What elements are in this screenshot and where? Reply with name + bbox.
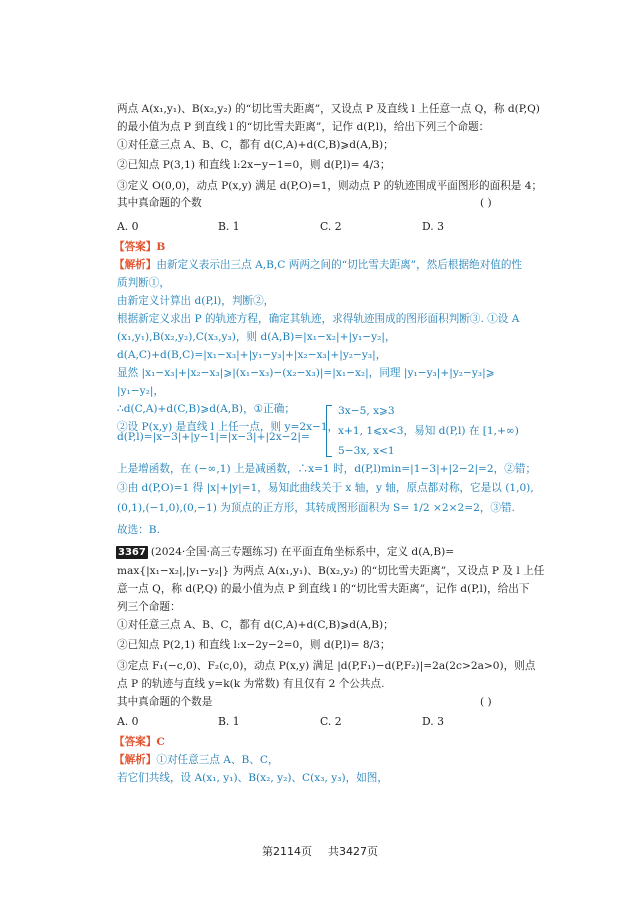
q1-answer-value: B [156, 241, 166, 253]
q2-line-2: max{|x₁−x₂|,|y₁−y₂|} 为两点 A(x₁,y₁)、B(x₂,y₂) 的“切比雪夫距离”，又设点 P 及 l 上任 [117, 565, 545, 577]
q2-line-1: 3367 (2024·全国·高三专题练习) 在平面直角坐标系中，定义 d(A,B)= [118, 546, 455, 558]
q1-analysis2-line-1: 上是增函数，在 (−∞,1) 上是减函数，∴x=1 时，d(P,l)min=|1−3|+|2−2|=2，②错； [117, 463, 537, 475]
q1-analysis2-line-4: 故选：B. [117, 524, 160, 536]
question-number-badge: 3367 [118, 547, 146, 558]
q1-choice-c: C. 2 [320, 220, 342, 233]
q1-analysis-line-9: ∴d(C,A)+d(C,B)⩾d(A,B)，①正确； [117, 403, 295, 415]
q2-line-8: 点 P 的轨迹与直线 y=k(k 为常数) 有且仅有 2 个公共点. [117, 678, 385, 690]
piecewise-case-3: 5−3x, x<1 [338, 445, 395, 457]
q2-line-5: ①对任意三点 A、B、C，都有 d(C,A)+d(C,B)⩾d(A,B)； [117, 619, 394, 631]
q1-answer-paren: ( ) [480, 197, 492, 209]
q2-answer-tag: 【答案】 [114, 736, 157, 748]
q2-analysis-line-1: 【解析】①对任意三点 A、B、C， [114, 754, 279, 766]
q1-analysis-line-8: |y₁−y₂|， [117, 385, 165, 397]
q2-analysis-line-2: 若它们共线，设 A(x₁, y₁)、B(x₂, y₂)、C(x₃, y₃)，如图， [117, 772, 388, 784]
q1-analysis-tag: 【解析】 [114, 259, 157, 271]
q1-answer-row [114, 240, 165, 254]
q1-analysis2-line-2: ③由 d(P,O)=1 得 |x|+|y|=1，易知此曲线关于 x 轴，y 轴，原点都对称，它是以 (1,0), [117, 482, 534, 494]
q1-analysis-line-3: 由新定义计算出 d(P,l)，判断②， [117, 295, 275, 307]
q2-choice-b: B. 1 [218, 715, 240, 728]
piecewise-case-1: 3x−5, x⩾3 [338, 405, 395, 417]
q2-line-4: 列三个命题： [117, 601, 181, 613]
q2-choice-d: D. 3 [422, 715, 445, 728]
q2-answer-paren: ( ) [480, 696, 492, 708]
page-footer [0, 843, 640, 859]
q2-line-6: ②已知点 P(2,1) 和直线 l:x−2y−2=0，则 d(P,l)= 8/3； [117, 639, 391, 651]
page-number: 第2114页 [262, 845, 312, 858]
q2-answer-value: C [156, 736, 165, 748]
page-total: 共3427页 [328, 845, 378, 858]
q1-analysis-line-10: ②设 P(x,y) 是直线 l 上任一点，则 y=2x−1， [117, 421, 339, 433]
q1-analysis-line-4: 根据新定义求出 P 的轨迹方程，确定其轨迹，求得轨迹围成的图形面积判断③. ①设 A [117, 313, 520, 325]
q2-choice-c: C. 2 [320, 715, 342, 728]
piecewise-brace [326, 405, 335, 457]
q1-analysis2-line-3: (0,1),(−1,0),(0,−1) 为顶点的正方形，其转成图形面积为 S= 1/2 ×2×2=2，③错. [117, 502, 515, 514]
piecewise-left: d(P,l)=|x−3|+|y−1|=|x−3|+|2x−2|= [117, 431, 310, 443]
q1-analysis-line-6: d(A,C)+d(B,C)=|x₁−x₃|+|y₁−y₃|+|x₂−x₃|+|y₂−y₃|， [117, 349, 387, 361]
piecewise-case-2: x+1, 1⩽x<3，易知 d(P,l) 在 [1,+∞) [338, 425, 519, 437]
q1-line-5: ③定义 O(0,0)，动点 P(x,y) 满足 d(P,O)=1，则动点 P 的轨迹围成平面图形的面积是 4； [117, 180, 543, 192]
q1-analysis-line-2: 质判断①， [117, 277, 170, 289]
q1-line-4: ②已知点 P(3,1) 和直线 l:2x−y−1=0，则 d(P,l)= 4/3； [117, 159, 391, 171]
q1-choice-d: D. 3 [422, 220, 445, 233]
q1-choice-b: B. 1 [218, 220, 240, 233]
q1-answer-tag: 【答案】 [114, 241, 157, 253]
q1-analysis-line-1: 【解析】由新定义表示出三点 A,B,C 两两之间的“切比雪夫距离”，然后根据绝对值的性 [114, 259, 523, 271]
q1-line-6: 其中真命题的个数 [117, 197, 202, 209]
q1-line-3: ①对任意三点 A、B、C，都有 d(C,A)+d(C,B)⩾d(A,B)； [117, 139, 394, 151]
q2-line-3: 意一点 Q，称 d(P,Q) 的最小值为点 P 到直线 l 的“切比雪夫距离”，记作 d(P,l)，给出下 [117, 583, 530, 595]
q1-analysis-line-5: (x₁,y₁),B(x₂,y₂),C(x₃,y₃)，则 d(A,B)=|x₁−x₂|+|y₁−y₂|， [117, 331, 396, 343]
q1-choice-a: A. 0 [117, 220, 139, 233]
q2-answer-row [114, 735, 165, 749]
q2-choice-a: A. 0 [117, 715, 139, 728]
q2-line-7: ③定点 F₁(−c,0)、F₂(c,0)，动点 P(x,y) 满足 |d(P,F₁)−d(P,F₂)|=2a(2c>2a>0)，则点 [117, 660, 536, 672]
q1-analysis-line-7: 显然 |x₁−x₃|+|x₂−x₃|⩾|(x₁−x₃)−(x₂−x₃)|=|x₁−x₂|，同理 |y₁−y₃|+|y₂−y₃|⩾ [117, 367, 495, 379]
q1-line-1: 两点 A(x₁,y₁)、B(x₂,y₂) 的“切比雪夫距离”，又设点 P 及直线 l 上任意一点 Q，称 d(P,Q) [117, 103, 540, 115]
q2-analysis-tag: 【解析】 [114, 754, 157, 766]
q2-line-9: 其中真命题的个数是 [117, 696, 213, 708]
q1-line-2: 的最小值为点 P 到直线 l 的“切比雪夫距离”，记作 d(P,l)，给出下列三个命题： [117, 121, 490, 133]
